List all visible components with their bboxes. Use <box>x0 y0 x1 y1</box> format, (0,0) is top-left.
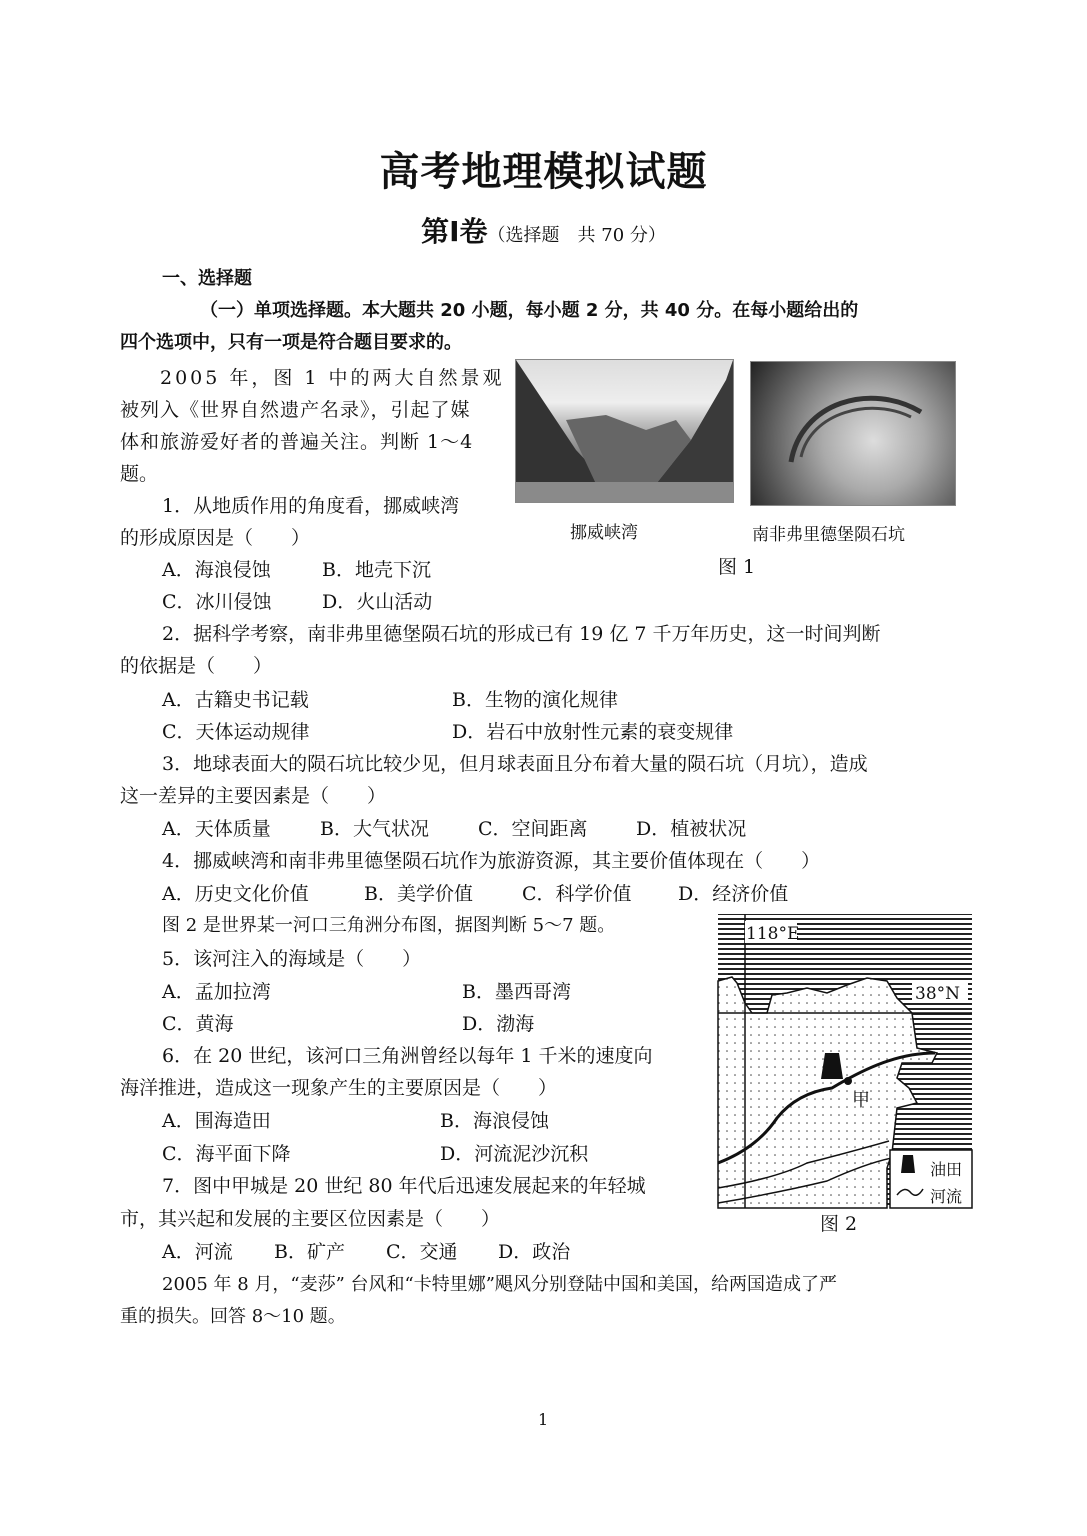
q1-option-d[interactable]: D．火山活动 <box>322 591 433 613</box>
norway-fjord-photo <box>515 359 734 503</box>
intro1-line: 题。 <box>120 463 159 485</box>
city-marker <box>844 1077 852 1085</box>
q2-option-a[interactable]: A．古籍史书记载 <box>162 689 309 711</box>
q5-option-a[interactable]: A．孟加拉湾 <box>162 981 271 1003</box>
q5-stem: 5．该河注入的海域是（ ） <box>162 948 422 970</box>
q7-option-d[interactable]: D．政治 <box>498 1241 571 1263</box>
intro2: 图 2 是世界某一河口三角洲分布图，据图判断 5～7 题。 <box>162 915 616 936</box>
longitude-label: 118°E <box>746 924 800 944</box>
q1-option-a[interactable]: A．海浪侵蚀 <box>162 559 271 581</box>
section-heading <box>0 210 1087 250</box>
figure1-label: 图 1 <box>718 556 756 578</box>
q3-option-c[interactable]: C．空间距离 <box>478 818 588 840</box>
meteorite-crater-photo <box>750 361 956 506</box>
q5-option-b[interactable]: B．墨西哥湾 <box>462 981 571 1003</box>
q6-option-b[interactable]: B．海浪侵蚀 <box>440 1110 549 1132</box>
intro3-line: 重的损失。回答 8～10 题。 <box>120 1306 346 1327</box>
q7-stem: 7．图中甲城是 20 世纪 80 年代后迅速发展起来的年轻城 <box>162 1175 646 1197</box>
q4-option-c[interactable]: C．科学价值 <box>522 883 632 905</box>
part-heading: 一、选择题 <box>162 268 252 289</box>
q3-option-b[interactable]: B．大气状况 <box>320 818 429 840</box>
instruction-line-2: 四个选项中，只有一项是符合题目要求的。 <box>120 332 462 353</box>
page-number: 1 <box>538 1410 549 1429</box>
legend-oilfield-icon <box>901 1155 915 1173</box>
q4-option-b[interactable]: B．美学价值 <box>364 883 473 905</box>
section-label: 第Ⅰ卷 <box>421 215 488 248</box>
latitude-label: 38°N <box>915 984 961 1004</box>
q6-option-a[interactable]: A．围海造田 <box>162 1110 271 1132</box>
q4-stem: 4．挪威峡湾和南非弗里德堡陨石坑作为旅游资源，其主要价值体现在（ ） <box>162 850 821 872</box>
q4-option-d[interactable]: D．经济价值 <box>678 883 789 905</box>
q3-option-a[interactable]: A．天体质量 <box>162 818 271 840</box>
q7-option-c[interactable]: C．交通 <box>386 1241 458 1263</box>
intro1-line: 2005 年，图 1 中的两大自然景观 <box>160 367 505 389</box>
q2-option-d[interactable]: D．岩石中放射性元素的衰变规律 <box>452 721 734 743</box>
q6-stem: 海洋推进，造成这一现象产生的主要原因是（ ） <box>120 1077 558 1099</box>
figure2-label: 图 2 <box>820 1213 858 1235</box>
legend-river-label: 河流 <box>930 1187 963 1206</box>
q2-option-b[interactable]: B．生物的演化规律 <box>452 689 618 711</box>
legend-oilfield-label: 油田 <box>930 1160 963 1179</box>
q6-option-d[interactable]: D．河流泥沙沉积 <box>440 1143 589 1165</box>
q7-option-a[interactable]: A．河流 <box>162 1241 233 1263</box>
q3-stem: 这一差异的主要因素是（ ） <box>120 785 387 807</box>
q6-stem: 6．在 20 世纪，该河口三角洲曾经以每年 1 千米的速度向 <box>162 1045 653 1067</box>
crater-image <box>751 362 955 505</box>
q2-option-c[interactable]: C．天体运动规律 <box>162 721 310 743</box>
q1-stem: 的形成原因是（ ） <box>120 527 311 549</box>
q7-option-b[interactable]: B．矿产 <box>274 1241 345 1263</box>
q3-stem: 3．地球表面大的陨石坑比较少见，但月球表面且分布着大量的陨石坑（月坑），造成 <box>162 753 868 775</box>
q1-option-b[interactable]: B．地壳下沉 <box>322 559 431 581</box>
q2-stem: 的依据是（ ） <box>120 655 273 677</box>
q7-stem: 市，其兴起和发展的主要区位因素是（ ） <box>120 1208 501 1230</box>
city-label: 甲 <box>852 1090 870 1111</box>
instruction-line-1: （一）单项选择题。本大题共 20 小题，每小题 2 分，共 40 分。在每小题给出的 <box>200 300 859 321</box>
intro1-line: 体和旅游爱好者的普遍关注。判断 1～4 <box>120 431 474 453</box>
q6-option-c[interactable]: C．海平面下降 <box>162 1143 291 1165</box>
figure1-caption-right: 南非弗里德堡陨石坑 <box>752 525 905 545</box>
figure1-caption-left: 挪威峡湾 <box>570 523 638 543</box>
intro1-line: 被列入《世界自然遗产名录》，引起了媒 <box>120 399 471 421</box>
q5-option-d[interactable]: D．渤海 <box>462 1013 535 1035</box>
fjord-image <box>516 360 733 502</box>
q4-option-a[interactable]: A．历史文化价值 <box>162 883 309 905</box>
q1-option-c[interactable]: C．冰川侵蚀 <box>162 591 272 613</box>
page-title: 高考地理模拟试题 <box>379 149 708 195</box>
q5-option-c[interactable]: C．黄海 <box>162 1013 234 1035</box>
section-note: （选择题 共 70 分） <box>487 225 666 246</box>
q1-stem: 1．从地质作用的角度看，挪威峡湾 <box>162 495 460 517</box>
intro3-line: 2005 年 8 月，“麦莎” 台风和“卡特里娜”飓风分别登陆中国和美国，给两国造成了严 <box>162 1274 837 1295</box>
q2-stem: 2．据科学考察，南非弗里德堡陨石坑的形成已有 19 亿 7 千万年历史，这一时间判断 <box>162 623 881 645</box>
q3-option-d[interactable]: D．植被状况 <box>636 818 747 840</box>
